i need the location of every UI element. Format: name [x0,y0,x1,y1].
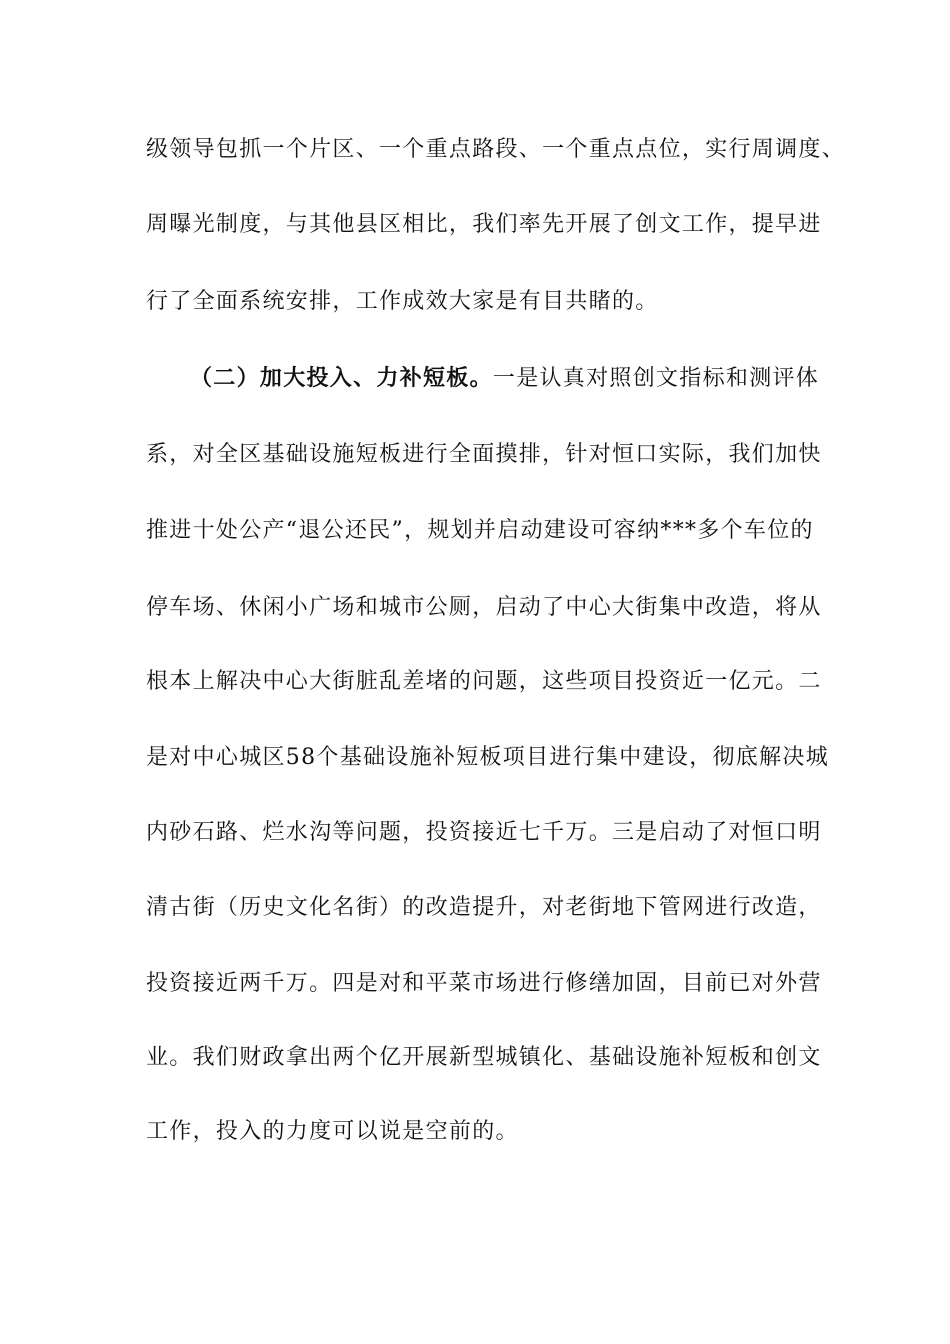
text-line: 根本上解决中心大街脏乱差堵的问题，这些项目投资近一亿元。二 [146,669,822,694]
text-line: 系，对全区基础设施短板进行全面摸排，针对恒口实际，我们加快 [146,442,822,467]
text-line: 内砂石路、烂水沟等问题，投资接近七千万。三是启动了对恒口明 [146,820,822,845]
text-line: 周曝光制度，与其他县区相比，我们率先开展了创文工作，提早进 [146,212,822,237]
text-line: 推进十处公产“退公还民”，规划并启动建设可容纳***多个车位的 [146,518,814,543]
text-line: 级领导包抓一个片区、一个重点路段、一个重点点位，实行周调度、 [146,137,846,162]
text-line: 投资接近两千万。四是对和平菜市场进行修缮加固，目前已对外营 [146,971,822,996]
text-line: 是对中心城区58个基础设施补短板项目进行集中建设，彻底解决城 [146,745,829,770]
text-line: 停车场、休闲小广场和城市公厕，启动了中心大街集中改造，将从 [146,595,822,620]
text-line: 工作，投入的力度可以说是空前的。 [146,1119,519,1144]
text-line: 行了全面系统安排，工作成效大家是有目共睹的。 [146,289,659,314]
text-line: 业。我们财政拿出两个亿开展新型城镇化、基础设施补短板和创文 [146,1045,822,1070]
paragraph-first-line [190,358,820,398]
section-heading: （二）加大投入、力补短板。 [190,365,493,391]
text-run: 一是认真对照创文指标和测评体 [492,366,820,391]
text-line: 清古街（历史文化名街）的改造提升，对老街地下管网进行改造， [146,895,822,920]
